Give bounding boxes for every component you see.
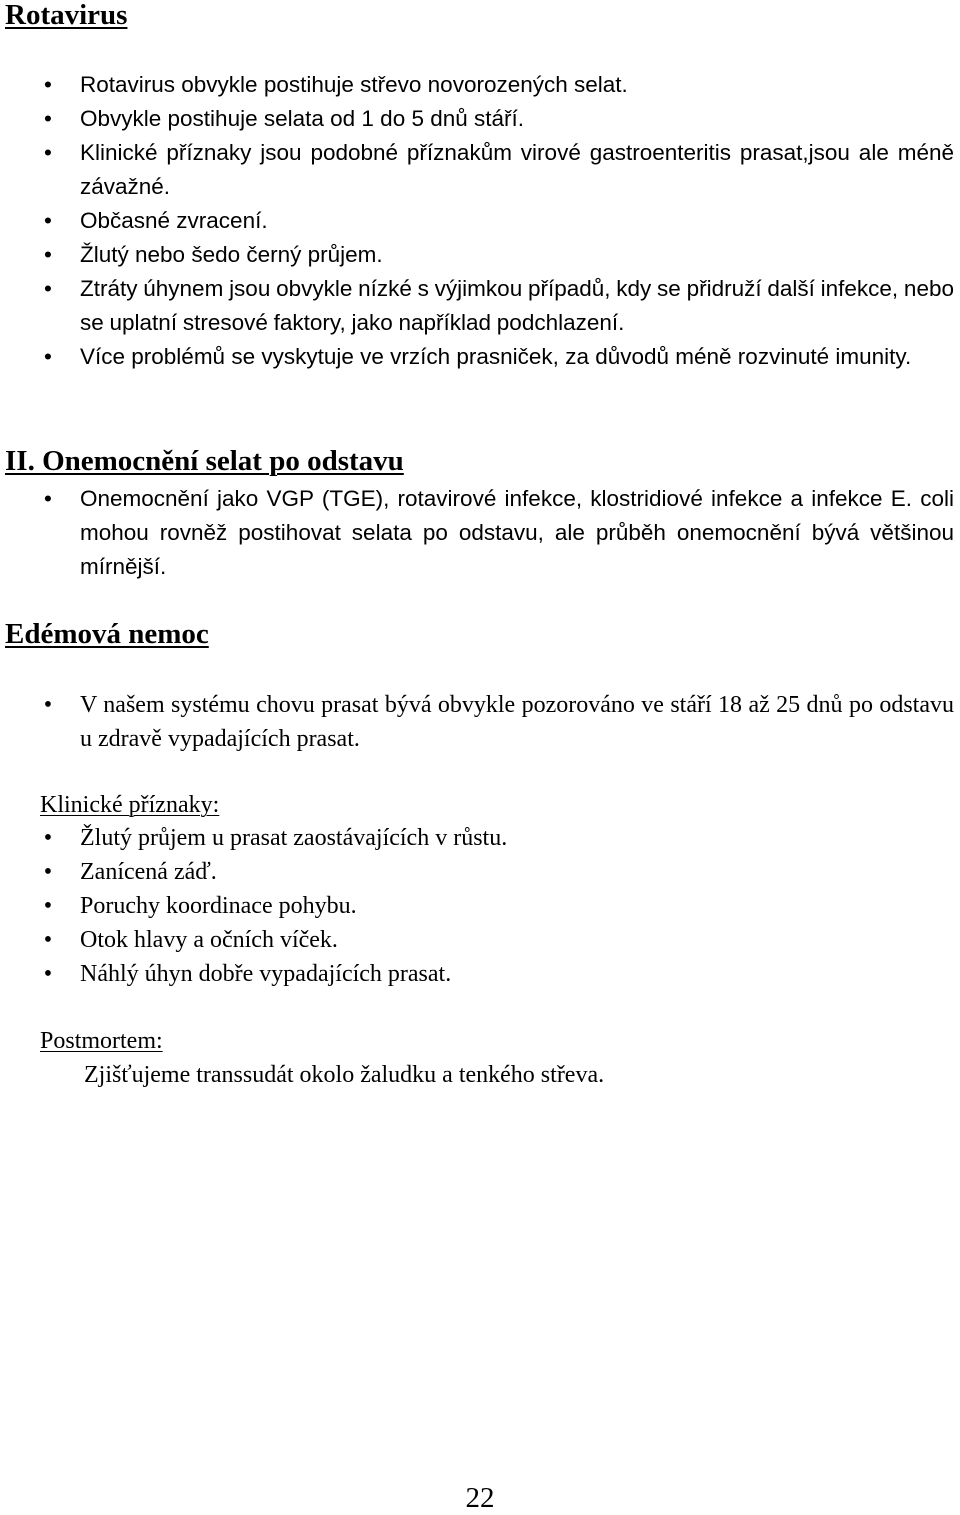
list-item-text: Zanícená záď.	[80, 859, 217, 885]
list-item	[0, 821, 954, 855]
rotavirus-heading: Rotavirus	[5, 0, 128, 31]
list-item-text: Obvykle postihuje selata od 1 do 5 dnů stáří.	[80, 106, 525, 131]
list-item-text: Občasné zvracení.	[80, 208, 268, 233]
bullet-icon: •	[43, 893, 53, 919]
list-item-text: Ztráty úhynem jsou obvykle nízké s výjimkou případů, kdy se přidruží další infekce, nebo se uplatní stresové faktory, jako například podchlazení.	[80, 276, 954, 335]
bullet-icon: •	[44, 72, 52, 97]
bullet-icon: •	[44, 242, 52, 267]
list-item	[0, 923, 954, 957]
list-item-text: V našem systému chovu prasat bývá obvykle pozorováno ve stáří 18 až 25 dnů po odstavu u zdravě vypadajících prasat.	[80, 692, 954, 752]
list-item-text: Náhlý úhyn dobře vypadajících prasat.	[80, 961, 452, 987]
rotavirus-list	[0, 68, 954, 374]
symptoms-label: Klinické příznaky:	[40, 792, 220, 818]
list-item	[0, 688, 954, 756]
bullet-icon: •	[44, 344, 52, 369]
section-two-heading: II. Onemocnění selat po odstavu	[5, 445, 404, 477]
list-item-text: Onemocnění jako VGP (TGE), rotavirové infekce, klostridiové infekce a infekce E. coli mohou rovněž postihovat selata po odstavu, ale průběh onemocnění bývá většinou mírnější.	[80, 486, 954, 579]
edema-list	[0, 688, 954, 756]
list-item	[0, 102, 954, 136]
bullet-icon: •	[44, 140, 52, 165]
bullet-icon: •	[43, 927, 53, 953]
list-item-text: Poruchy koordinace pohybu.	[80, 893, 357, 919]
bullet-icon: •	[44, 486, 52, 511]
bullet-icon: •	[43, 961, 53, 987]
list-item-text: Žlutý průjem u prasat zaostávajících v růstu.	[80, 825, 508, 851]
postmortem-label: Postmortem:	[40, 1028, 163, 1054]
list-item	[0, 957, 954, 991]
postmortem-text: Zjišťujeme transsudát okolo žaludku a tenkého střeva.	[84, 1062, 605, 1088]
list-item-text: Rotavirus obvykle postihuje střevo novorozených selat.	[80, 72, 628, 97]
bullet-icon: •	[43, 859, 53, 885]
symptoms-list	[0, 821, 954, 991]
list-item-text: Otok hlavy a očních víček.	[80, 927, 338, 953]
list-item	[0, 68, 954, 102]
list-item-text: Více problémů se vyskytuje ve vrzích prasniček, za důvodů méně rozvinuté imunity.	[80, 344, 912, 369]
list-item	[0, 855, 954, 889]
list-item	[0, 204, 954, 238]
bullet-icon: •	[44, 208, 52, 233]
bullet-icon: •	[44, 106, 52, 131]
list-item	[0, 136, 954, 204]
bullet-icon: •	[44, 276, 52, 301]
bullet-icon: •	[43, 825, 53, 851]
list-item	[0, 272, 954, 340]
edema-heading: Edémová nemoc	[5, 618, 209, 650]
page-number: 22	[465, 1482, 495, 1514]
section-two-list	[0, 482, 954, 584]
list-item	[0, 889, 954, 923]
list-item-text: Klinické příznaky jsou podobné příznakům virové gastroenteritis prasat,jsou ale méně závažné.	[80, 140, 954, 199]
bullet-icon: •	[43, 692, 53, 718]
list-item-text: Žlutý nebo šedo černý průjem.	[80, 242, 383, 267]
list-item	[0, 340, 954, 374]
list-item	[0, 238, 954, 272]
list-item	[0, 482, 954, 584]
